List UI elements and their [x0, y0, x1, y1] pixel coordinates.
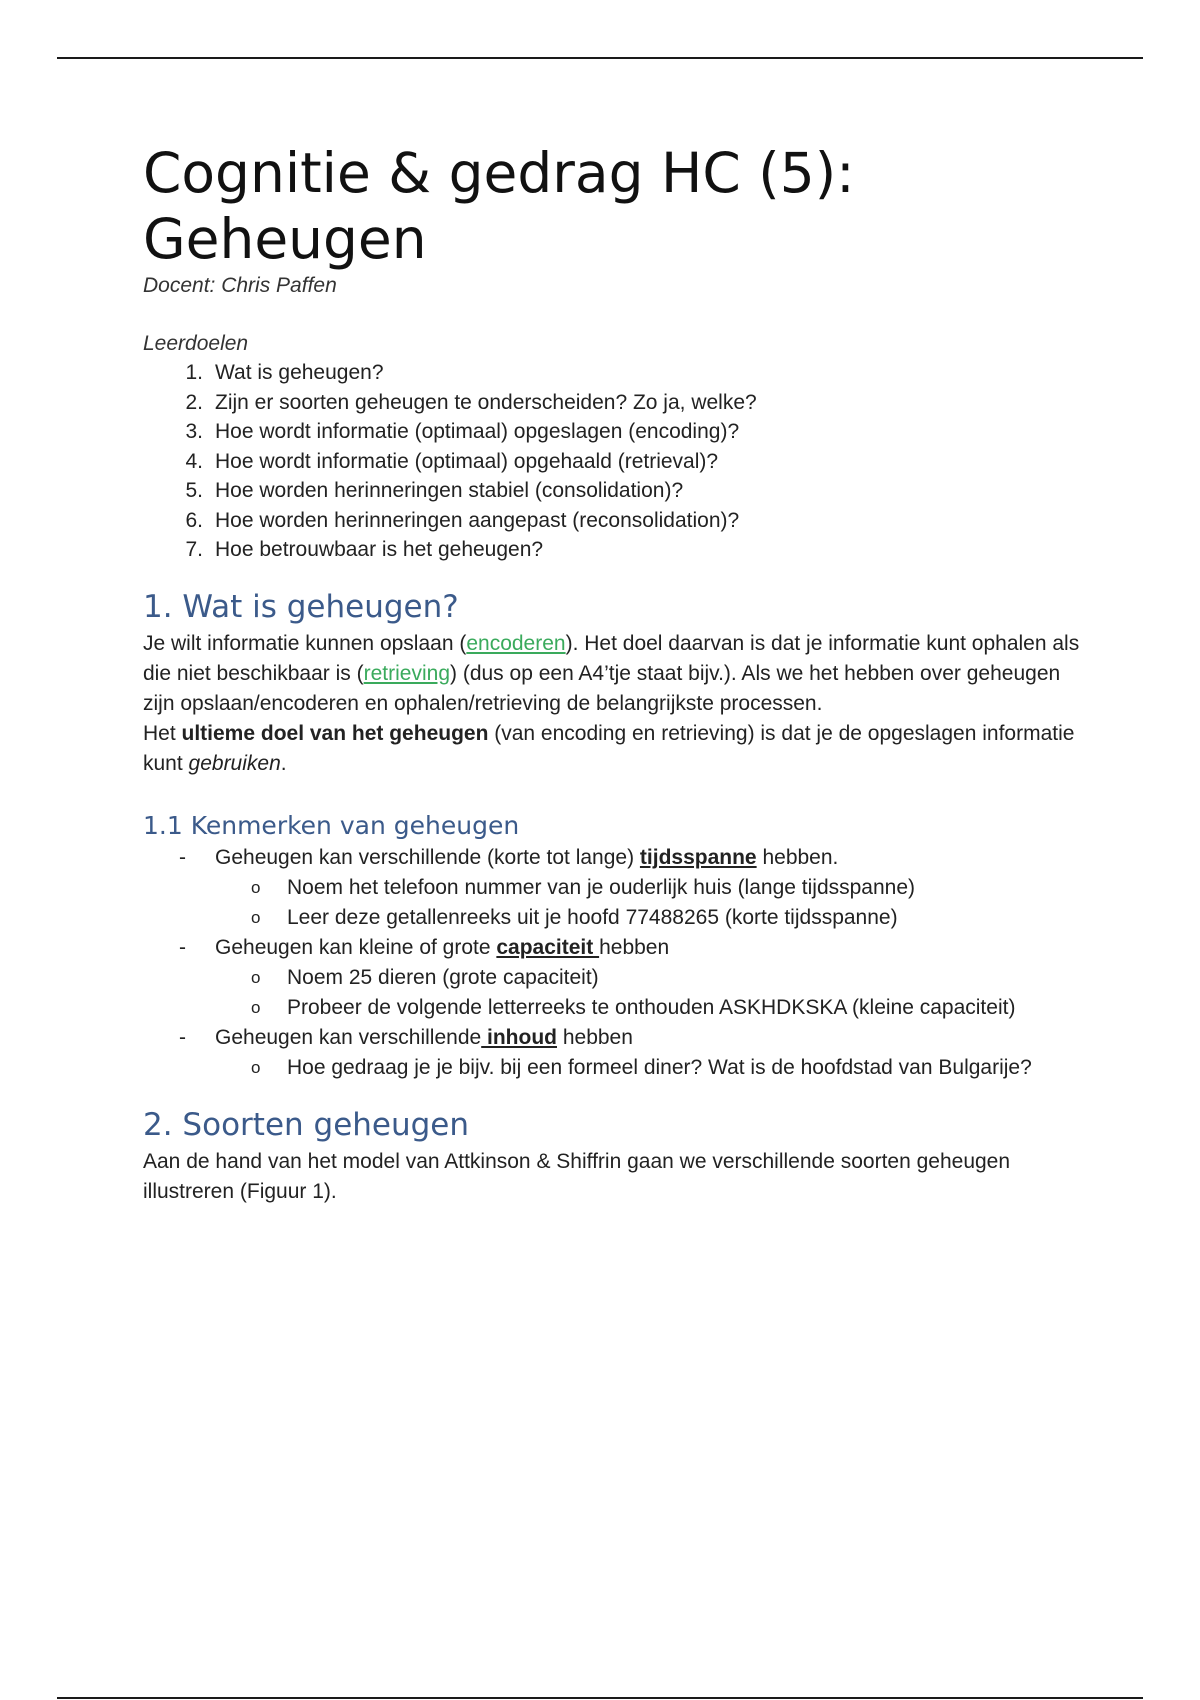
- sub-list-item: o Probeer de volgende letterreeks te onthouden ASKHDKSKA (kleine capaciteit): [215, 993, 1083, 1023]
- section-1-paragraph-1: Je wilt informatie kunnen opslaan (encoderen). Het doel daarvan is dat je informatie kunt ophalen als die niet beschikbaar is (retrieving) (dus op een A4’tje staat bijv.). Als we het hebben over geheugen zijn opslaan/encoderen en ophalen/retrieving de belangrijkste processen.: [143, 631, 1080, 715]
- list-item: 2. Zijn er soorten geheugen te onderscheiden? Zo ja, welke?: [185, 390, 757, 414]
- section-1-paragraph-2: Het ultieme doel van het geheugen (van encoding en retrieving) is dat je de opgeslagen informatie kunt gebruiken.: [143, 721, 1075, 775]
- document-body: [143, 140, 1083, 1207]
- list-item: 3. Hoe wordt informatie (optimaal) opgeslagen (encoding)?: [185, 420, 740, 443]
- term-encoderen-link[interactable]: encoderen: [466, 631, 566, 655]
- title-line-2: Geheugen: [143, 207, 427, 271]
- dash-bullet: -: [179, 935, 186, 959]
- list-item: 1. Wat is geheugen?: [185, 361, 384, 384]
- sub-list-item: o Noem 25 dieren (grote capaciteit): [215, 963, 1083, 993]
- sub-list: [215, 873, 1083, 933]
- circle-bullet: o: [251, 967, 261, 987]
- leerdoelen-label: Leerdoelen: [143, 332, 249, 355]
- sub-list-item: o Leer deze getallenreeks uit je hoofd 77488265 (korte tijdsspanne): [215, 903, 1083, 933]
- dash-bullet: -: [179, 1025, 186, 1049]
- list-item: 6. Hoe worden herinneringen aangepast (reconsolidation)?: [185, 508, 740, 532]
- sub-list: [215, 963, 1083, 1023]
- sub-list-item: o Noem het telefoon nummer van je ouderlijk huis (lange tijdsspanne): [215, 873, 1083, 903]
- circle-bullet: o: [251, 997, 261, 1017]
- kenmerken-list: [143, 843, 1083, 1083]
- page-top-rule: [57, 57, 1143, 59]
- dash-bullet: -: [179, 845, 186, 869]
- term-retrieving-link[interactable]: retrieving: [363, 661, 450, 685]
- list-item: 4. Hoe wordt informatie (optimaal) opgehaald (retrieval)?: [185, 449, 719, 473]
- list-item: - Geheugen kan verschillende (korte tot lange) tijdsspanne hebben. o Noem het telefoon nummer van je ouderlijk huis (lange tijdsspanne) o Leer deze getallenreeks uit je hoofd 77488265 (korte tijdsspanne): [143, 843, 1083, 933]
- leerdoelen-list: [143, 358, 1083, 565]
- docent-line: Docent: Chris Paffen: [143, 274, 337, 297]
- page-bottom-rule: [57, 1697, 1143, 1699]
- list-item: 5. Hoe worden herinneringen stabiel (consolidation)?: [185, 479, 684, 502]
- circle-bullet: o: [251, 907, 261, 927]
- list-item: - Geheugen kan kleine of grote capaciteit hebben o Noem 25 dieren (grote capaciteit) o Probeer de volgende letterreeks te onthouden ASKHDKSKA (kleine capaciteit): [143, 933, 1083, 1023]
- section-1-heading: 1. Wat is geheugen?: [143, 588, 459, 625]
- document-title: [143, 140, 1083, 272]
- sub-list: [215, 1053, 1083, 1083]
- circle-bullet: o: [251, 877, 261, 897]
- list-item: 7. Hoe betrouwbaar is het geheugen?: [185, 538, 544, 561]
- section-2-heading: 2. Soorten geheugen: [143, 1106, 470, 1143]
- section-1-1-heading: 1.1 Kenmerken van geheugen: [143, 810, 520, 840]
- circle-bullet: o: [251, 1057, 261, 1077]
- list-item: - Geheugen kan verschillende inhoud hebben o Hoe gedraag je je bijv. bij een formeel diner? Wat is de hoofdstad van Bulgarije?: [143, 1023, 1083, 1083]
- sub-list-item: o Hoe gedraag je je bijv. bij een formeel diner? Wat is de hoofdstad van Bulgarije?: [215, 1053, 1083, 1083]
- title-line-1: Cognitie & gedrag HC (5):: [143, 141, 855, 205]
- section-2-paragraph-1: Aan de hand van het model van Attkinson & Shiffrin gaan we verschillende soorten geheugen illustreren (Figuur 1).: [143, 1149, 1011, 1203]
